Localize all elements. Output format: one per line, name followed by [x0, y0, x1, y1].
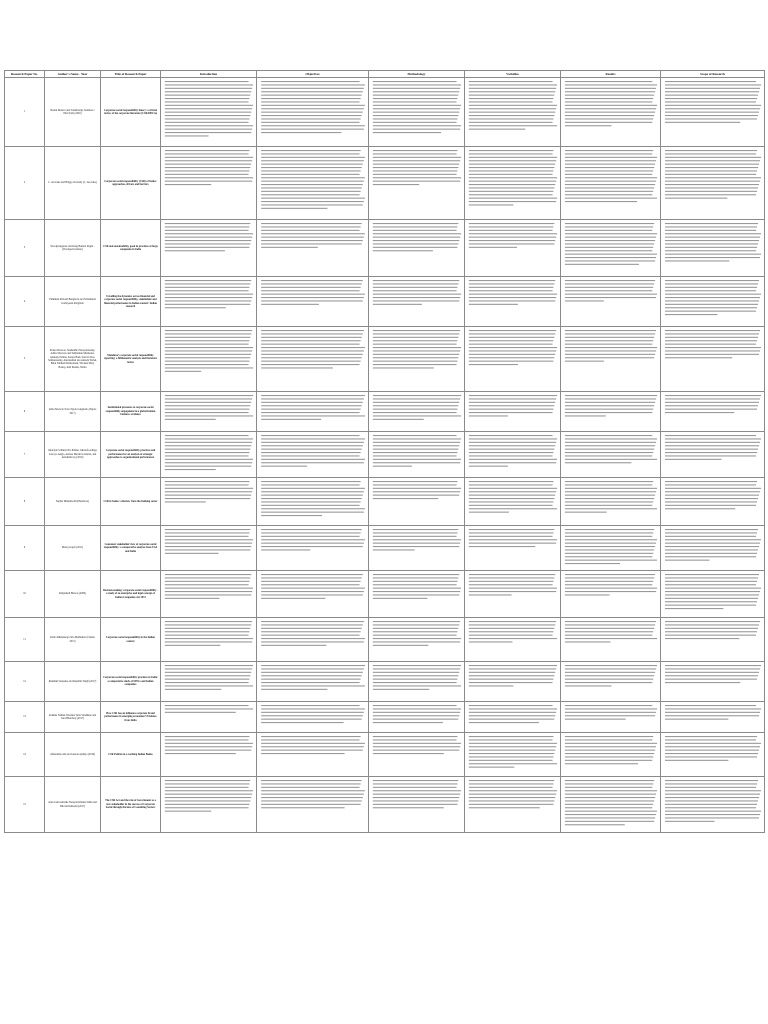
- paragraph-text-block: [371, 619, 462, 659]
- table-row: [5, 702, 765, 733]
- paragraph-text-block: [663, 328, 762, 389]
- paragraph-text-block: [163, 393, 254, 429]
- title-cell: Corporate social responsibility in the Indian context: [101, 618, 161, 662]
- scope-cell: [661, 571, 765, 618]
- methodology-cell: [369, 147, 465, 220]
- methodology-cell: [369, 702, 465, 733]
- author-cell: Krishna Nathan Vendana Vetta Vandhane and Sara Bhardwaj (2017): [45, 702, 101, 733]
- header-author: Author's Name - Year: [45, 71, 101, 78]
- introduction-cell: [161, 702, 257, 733]
- paragraph-text-block: [259, 778, 366, 830]
- paragraph-text-block: [663, 479, 762, 523]
- results-cell: [561, 571, 661, 618]
- paragraph-text-block: [163, 527, 254, 568]
- objectives-cell: [257, 392, 369, 432]
- introduction-cell: [161, 277, 257, 327]
- objectives-cell: [257, 702, 369, 733]
- introduction-cell: [161, 147, 257, 220]
- paragraph-text-block: [371, 734, 462, 774]
- paper-number-cell: 9: [5, 526, 45, 571]
- introduction-cell: [161, 526, 257, 571]
- paragraph-text-block: [663, 221, 762, 274]
- paragraph-text-block: [467, 221, 558, 274]
- table-row: [5, 662, 765, 702]
- objectives-cell: [257, 220, 369, 277]
- title-cell: CSR Policies in a working Indian Banks: [101, 733, 161, 777]
- methodology-cell: [369, 432, 465, 478]
- scope-cell: [661, 277, 765, 327]
- variables-cell: [465, 526, 561, 571]
- table-row: [5, 392, 765, 432]
- paragraph-text-block: [663, 79, 762, 144]
- author-cell: Siadek Monica and Sunishvelga Sunshore / Pitsvivida (2020): [45, 78, 101, 147]
- results-cell: [561, 327, 661, 392]
- paper-number-cell: 14: [5, 733, 45, 777]
- scope-cell: [661, 618, 765, 662]
- paragraph-text-block: [259, 479, 366, 523]
- title-cell: The CSR Act and the role of Government as a new stakeholder in the success of Corporate Social through the lens of Consulting Sectors: [101, 777, 161, 833]
- paragraph-text-block: [563, 778, 658, 830]
- methodology-cell: [369, 618, 465, 662]
- paper-number-cell: 10: [5, 571, 45, 618]
- title-cell: Mandatory corporate social responsibility reporting: a bibliometric analysis and literature review: [101, 327, 161, 392]
- table-row: [5, 777, 765, 833]
- paragraph-text-block: [163, 663, 254, 699]
- methodology-cell: [369, 327, 465, 392]
- objectives-cell: [257, 662, 369, 702]
- introduction-cell: [161, 777, 257, 833]
- title-cell: How CSR has an influence corporate brand performance in emerging economies? Evidence from India: [101, 702, 161, 733]
- paragraph-text-block: [467, 703, 558, 730]
- paragraph-text-block: [259, 572, 366, 615]
- scope-cell: [661, 78, 765, 147]
- scope-cell: [661, 327, 765, 392]
- paragraph-text-block: [563, 433, 658, 475]
- header-variables: Variables: [465, 71, 561, 78]
- variables-cell: [465, 147, 561, 220]
- title-cell: Corporate social responsibility practices in India: a comparative study of MNCs and Indian companies: [101, 662, 161, 702]
- variables-cell: [465, 571, 561, 618]
- table-row: [5, 147, 765, 220]
- paragraph-text-block: [563, 703, 658, 730]
- variables-cell: [465, 618, 561, 662]
- paragraph-text-block: [259, 433, 366, 475]
- paragraph-text-block: [467, 393, 558, 429]
- paragraph-text-block: [163, 778, 254, 830]
- table-row: [5, 618, 765, 662]
- objectives-cell: [257, 78, 369, 147]
- author-cell: Woodpeckguree and Kang Burnett Regin - (Woodpeckwebster): [45, 220, 101, 277]
- methodology-cell: [369, 571, 465, 618]
- header-introduction: Introduction: [161, 71, 257, 78]
- author-cell: Suphia Dhakaiboth (Dharmoso): [45, 478, 101, 526]
- methodology-cell: [369, 662, 465, 702]
- paragraph-text-block: [163, 79, 254, 144]
- objectives-cell: [257, 777, 369, 833]
- scope-cell: [661, 526, 765, 571]
- paragraph-text-block: [467, 328, 558, 389]
- scope-cell: [661, 220, 765, 277]
- paragraph-text-block: [563, 79, 658, 144]
- author-cell: Ranjanbeli Biswas (2009): [45, 571, 101, 618]
- results-cell: [561, 220, 661, 277]
- paragraph-text-block: [467, 778, 558, 830]
- results-cell: [561, 526, 661, 571]
- introduction-cell: [161, 733, 257, 777]
- paper-number-cell: 3: [5, 220, 45, 277]
- introduction-cell: [161, 571, 257, 618]
- title-cell: CSR in banks: a Review from the banking sector: [101, 478, 161, 526]
- paragraph-text-block: [563, 572, 658, 615]
- title-cell: Corporate social responsibility practices and performance for an analysis of strategic approaches to organizational performance: [101, 432, 161, 478]
- author-cell: Alina Morscle Torto Ngole Gaigatesla (Ngole 2017): [45, 392, 101, 432]
- methodology-cell: [369, 392, 465, 432]
- methodology-cell: [369, 733, 465, 777]
- introduction-cell: [161, 662, 257, 702]
- header-results: Results: [561, 71, 661, 78]
- variables-cell: [465, 78, 561, 147]
- author-cell: Robia Dhalakaraja Sria Muthumar (Chania 2015): [45, 618, 101, 662]
- paper-number-cell: 1: [5, 78, 45, 147]
- variables-cell: [465, 432, 561, 478]
- paper-number-cell: 7: [5, 432, 45, 478]
- paragraph-text-block: [259, 393, 366, 429]
- author-cell: Afrinansha Ani and Gaurau Ajaikya (2016): [45, 733, 101, 777]
- paragraph-text-block: [259, 663, 366, 699]
- paragraph-text-block: [563, 393, 658, 429]
- paragraph-text-block: [259, 734, 366, 774]
- author-cell: Pimkhem Raivaid Bengisola and Schlamnud Grahayeem Pengfiala: [45, 277, 101, 327]
- results-cell: [561, 662, 661, 702]
- paragraph-text-block: [663, 278, 762, 324]
- paragraph-text-block: [259, 148, 366, 217]
- introduction-cell: [161, 478, 257, 526]
- objectives-cell: [257, 571, 369, 618]
- table-row: [5, 478, 765, 526]
- title-cell: Institutional pressures to corporate social responsibility engagement in a global fashion business: evidence: [101, 392, 161, 432]
- paragraph-text-block: [663, 527, 762, 568]
- paragraph-text-block: [371, 527, 462, 568]
- objectives-cell: [257, 733, 369, 777]
- header-methodology: Methodology: [369, 71, 465, 78]
- methodology-cell: [369, 478, 465, 526]
- table-row: [5, 432, 765, 478]
- author-cell: C. Avovuks and Briggo Oweridy (C. Avovuks): [45, 147, 101, 220]
- scope-cell: [661, 777, 765, 833]
- scope-cell: [661, 478, 765, 526]
- paragraph-text-block: [563, 734, 658, 774]
- paragraph-text-block: [663, 572, 762, 615]
- paper-number-cell: 4: [5, 277, 45, 327]
- paragraph-text-block: [467, 433, 558, 475]
- author-cell: Arun Joshi Amreha Narayan Khama Sinha and Shivani Kulkarni (2017): [45, 777, 101, 833]
- paragraph-text-block: [563, 619, 658, 659]
- results-cell: [561, 432, 661, 478]
- scope-cell: [661, 733, 765, 777]
- paragraph-text-block: [467, 663, 558, 699]
- variables-cell: [465, 733, 561, 777]
- title-cell: Decision-making: corporate social responsibility - a study of an enterprise and legal concept of Indian Companies Act 2013: [101, 571, 161, 618]
- paragraph-text-block: [371, 148, 462, 217]
- paragraph-text-block: [371, 278, 462, 324]
- paragraph-text-block: [259, 703, 366, 730]
- table-row: [5, 277, 765, 327]
- paper-number-cell: 11: [5, 618, 45, 662]
- introduction-cell: [161, 392, 257, 432]
- paper-number-cell: 13: [5, 702, 45, 733]
- paragraph-text-block: [371, 479, 462, 523]
- table-body: [5, 78, 765, 833]
- results-cell: [561, 702, 661, 733]
- paragraph-text-block: [163, 148, 254, 217]
- table-row: [5, 526, 765, 571]
- table-row: [5, 78, 765, 147]
- paragraph-text-block: [563, 527, 658, 568]
- paragraph-text-block: [663, 619, 762, 659]
- paragraph-text-block: [371, 433, 462, 475]
- paragraph-text-block: [163, 572, 254, 615]
- paragraph-text-block: [663, 778, 762, 830]
- methodology-cell: [369, 526, 465, 571]
- author-cell: Ondolyle Schmitz Nir-Palmer, Mustafa Adingo Lawoyo Adigo, Andrea Martin Gonzalez, and Amaliamrosy (2019): [45, 432, 101, 478]
- title-cell: Corporate social responsibility (CSR) of banks: approaches, drivers and barriers: [101, 147, 161, 220]
- title-cell: Consumer stakeholder view of corporate social responsibility: a comparative analysis from USA and India: [101, 526, 161, 571]
- literature-review-table: [4, 70, 765, 833]
- paper-number-cell: 8: [5, 478, 45, 526]
- paragraph-text-block: [371, 703, 462, 730]
- author-cell: Pranet Dawson, Sushanthra Narayanasamy, Adiba Moawan and Subhamun Shamsana, Amnuay Palmer, Kenya Bani, Siavola Doe, Sehnanasamy, Anuriaamad ana Ananda Yamal, Babu Subhash Ramadasan, Siiviana Mary Baatsy, Anil Kumar, Naidu: [45, 327, 101, 392]
- paragraph-text-block: [467, 734, 558, 774]
- header-paper-no: Research Paper No.: [5, 71, 45, 78]
- paragraph-text-block: [371, 663, 462, 699]
- table-row: [5, 327, 765, 392]
- paragraph-text-block: [563, 278, 658, 324]
- results-cell: [561, 147, 661, 220]
- paragraph-text-block: [663, 433, 762, 475]
- introduction-cell: [161, 327, 257, 392]
- objectives-cell: [257, 327, 369, 392]
- table-row: [5, 220, 765, 277]
- paragraph-text-block: [163, 328, 254, 389]
- introduction-cell: [161, 78, 257, 147]
- variables-cell: [465, 220, 561, 277]
- paragraph-text-block: [371, 778, 462, 830]
- paragraph-text-block: [467, 527, 558, 568]
- variables-cell: [465, 478, 561, 526]
- paragraph-text-block: [371, 221, 462, 274]
- methodology-cell: [369, 277, 465, 327]
- paragraph-text-block: [259, 278, 366, 324]
- variables-cell: [465, 277, 561, 327]
- results-cell: [561, 78, 661, 147]
- paragraph-text-block: [259, 527, 366, 568]
- paragraph-text-block: [259, 328, 366, 389]
- paragraph-text-block: [663, 663, 762, 699]
- results-cell: [561, 392, 661, 432]
- scope-cell: [661, 432, 765, 478]
- objectives-cell: [257, 147, 369, 220]
- paragraph-text-block: [563, 479, 658, 523]
- introduction-cell: [161, 432, 257, 478]
- paragraph-text-block: [563, 328, 658, 389]
- paragraph-text-block: [371, 79, 462, 144]
- paragraph-text-block: [371, 328, 462, 389]
- scope-cell: [661, 662, 765, 702]
- paragraph-text-block: [259, 79, 366, 144]
- title-cell: Unveiling the dynamics across financial and corporate social responsibility, stakeholder and financial performance in Indian context: Indian research: [101, 277, 161, 327]
- objectives-cell: [257, 432, 369, 478]
- paper-number-cell: 12: [5, 662, 45, 702]
- methodology-cell: [369, 777, 465, 833]
- variables-cell: [465, 662, 561, 702]
- paragraph-text-block: [663, 734, 762, 774]
- objectives-cell: [257, 478, 369, 526]
- scope-cell: [661, 392, 765, 432]
- paragraph-text-block: [563, 148, 658, 217]
- paper-number-cell: 15: [5, 777, 45, 833]
- variables-cell: [465, 327, 561, 392]
- author-cell: Manoj Gupta (2011): [45, 526, 101, 571]
- paragraph-text-block: [259, 221, 366, 274]
- paragraph-text-block: [467, 619, 558, 659]
- paragraph-text-block: [467, 278, 558, 324]
- header-title: Title of Research Paper: [101, 71, 161, 78]
- results-cell: [561, 478, 661, 526]
- header-scope: Scope of Research: [661, 71, 765, 78]
- title-cell: Corporate social responsibility theory: a critical review of the corporate literature (CSR/RBV.ro): [101, 78, 161, 147]
- methodology-cell: [369, 78, 465, 147]
- paragraph-text-block: [163, 278, 254, 324]
- results-cell: [561, 618, 661, 662]
- paragraph-text-block: [163, 221, 254, 274]
- methodology-cell: [369, 220, 465, 277]
- variables-cell: [465, 777, 561, 833]
- paragraph-text-block: [259, 619, 366, 659]
- variables-cell: [465, 702, 561, 733]
- paragraph-text-block: [467, 572, 558, 615]
- paragraph-text-block: [163, 433, 254, 475]
- paragraph-text-block: [467, 479, 558, 523]
- paragraph-text-block: [163, 734, 254, 774]
- table-row: [5, 733, 765, 777]
- title-cell: CSR and sustainability, good in practices of large companies in India: [101, 220, 161, 277]
- paragraph-text-block: [663, 703, 762, 730]
- author-cell: Rummki Sanssaka and Rajanbir Singh (2017): [45, 662, 101, 702]
- paragraph-text-block: [163, 479, 254, 523]
- results-cell: [561, 277, 661, 327]
- introduction-cell: [161, 220, 257, 277]
- scope-cell: [661, 702, 765, 733]
- header-row: [5, 71, 765, 78]
- objectives-cell: [257, 277, 369, 327]
- paragraph-text-block: [663, 393, 762, 429]
- paragraph-text-block: [163, 619, 254, 659]
- paper-number-cell: 5: [5, 327, 45, 392]
- paper-number-cell: 6: [5, 392, 45, 432]
- paragraph-text-block: [563, 221, 658, 274]
- introduction-cell: [161, 618, 257, 662]
- paragraph-text-block: [663, 148, 762, 217]
- scope-cell: [661, 147, 765, 220]
- variables-cell: [465, 392, 561, 432]
- paragraph-text-block: [467, 148, 558, 217]
- results-cell: [561, 733, 661, 777]
- paragraph-text-block: [563, 663, 658, 699]
- paper-number-cell: 2: [5, 147, 45, 220]
- paragraph-text-block: [371, 393, 462, 429]
- table-row: [5, 571, 765, 618]
- paragraph-text-block: [163, 703, 254, 730]
- header-objectives: Objectives: [257, 71, 369, 78]
- results-cell: [561, 777, 661, 833]
- paragraph-text-block: [467, 79, 558, 144]
- paragraph-text-block: [371, 572, 462, 615]
- objectives-cell: [257, 618, 369, 662]
- objectives-cell: [257, 526, 369, 571]
